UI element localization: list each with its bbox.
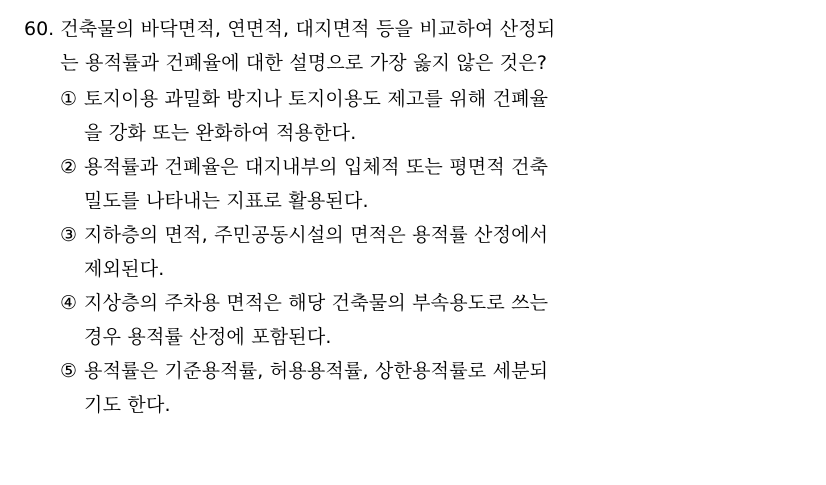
choice-line: 밀도를 나타내는 지표로 활용된다. xyxy=(84,190,369,212)
choice-marker-5: ⑤ xyxy=(60,360,78,382)
question-stem-line: 는 용적률과 건폐율에 대한 설명으로 가장 옳지 않은 것은? xyxy=(60,52,548,74)
question-number: 60. xyxy=(24,18,55,40)
choice-line: 경우 용적률 산정에 포함된다. xyxy=(84,326,332,348)
question-stem-line: 건축물의 바닥면적, 연면적, 대지면적 등을 비교하여 산정되 xyxy=(60,18,556,40)
choice-text-4 xyxy=(84,286,744,354)
choice-marker-4: ④ xyxy=(60,292,78,314)
choice-marker-3: ③ xyxy=(60,224,78,246)
question-block xyxy=(0,12,826,422)
choice-text-3 xyxy=(84,218,744,286)
choice-marker-1: ① xyxy=(60,88,78,110)
choice-line: 기도 한다. xyxy=(84,394,171,416)
choice-text-5 xyxy=(84,354,744,422)
choice-option-5[interactable] xyxy=(60,354,826,422)
choice-line: 용적률은 기준용적률, 허용용적률, 상한용적률로 세분되 xyxy=(84,360,549,382)
question-stem xyxy=(0,12,826,80)
choice-option-3[interactable] xyxy=(60,218,826,286)
choice-option-4[interactable] xyxy=(60,286,826,354)
choice-option-2[interactable] xyxy=(60,150,826,218)
choice-line: 용적률과 건폐율은 대지내부의 입체적 또는 평면적 건축 xyxy=(84,156,549,178)
choice-line: 지상층의 주차용 면적은 해당 건축물의 부속용도로 쓰는 xyxy=(84,292,549,314)
choice-line: 을 강화 또는 완화하여 적용한다. xyxy=(84,122,357,144)
choice-option-1[interactable] xyxy=(60,82,826,150)
choice-line: 제외된다. xyxy=(84,258,165,280)
choice-list xyxy=(0,82,826,422)
choice-text-1 xyxy=(84,82,744,150)
question-text xyxy=(60,12,750,80)
choice-line: 지하층의 면적, 주민공동시설의 면적은 용적률 산정에서 xyxy=(84,224,549,246)
choice-text-2 xyxy=(84,150,744,218)
choice-line: 토지이용 과밀화 방지나 토지이용도 제고를 위해 건폐율 xyxy=(84,88,549,110)
choice-marker-2: ② xyxy=(60,156,78,178)
